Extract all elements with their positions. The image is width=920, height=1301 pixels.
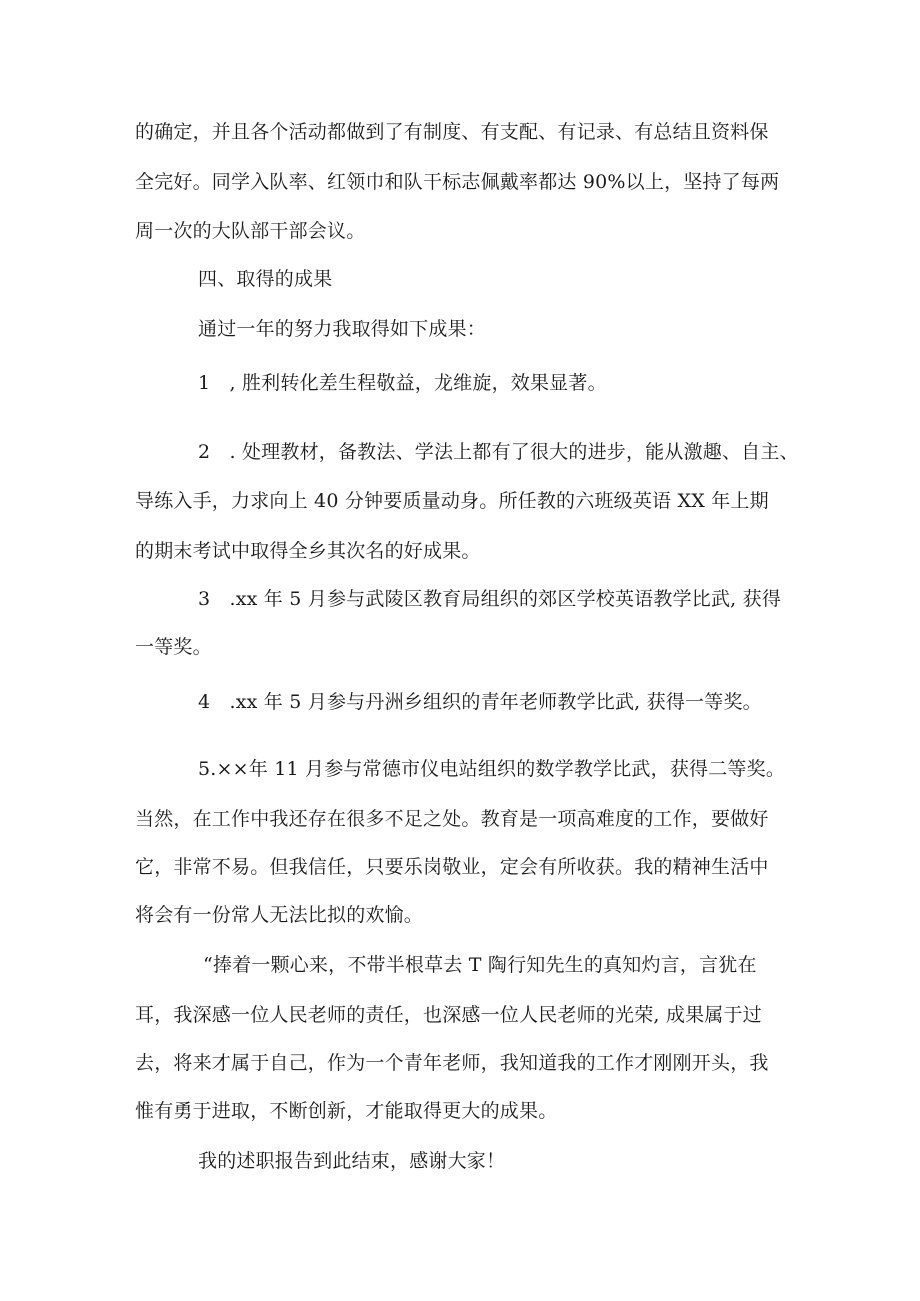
- closing-line: 我的述职报告到此结束，感谢大家！: [198, 1150, 506, 1172]
- text-line: 的确定，并且各个活动都做到了有制度、有支配、有记录、有总结且资料保: [135, 121, 769, 143]
- list-item: 3 .xx 年 5 月参与武陵区教育局组织的郊区学校英语教学比武, 获得: [198, 588, 782, 610]
- text-line: 当然，在工作中我还存在很多不足之处。教育是一项高难度的工作，要做好: [135, 808, 769, 830]
- text-line: 全完好。同学入队率、红领巾和队干标志佩戴率都达 90%以上，坚持了每两: [135, 171, 780, 193]
- text-line: 一等奖。: [135, 636, 212, 658]
- list-item: 1 , 胜利转化差生程敬益，龙维旋，效果显著。: [198, 372, 607, 394]
- text-line: 它，非常不易。但我信任，只要乐岗敬业，定会有所收获。我的精神生活中: [135, 856, 769, 878]
- text-line: 去，将来才属于自己，作为一个青年老师，我知道我的工作才刚刚开头，我: [135, 1052, 769, 1074]
- text-line: 周一次的大队部干部会议。: [135, 220, 366, 242]
- text-line: 将会有一份常人无法比拟的欢愉。: [135, 904, 424, 926]
- list-item: 4 .xx 年 5 月参与丹洲乡组织的青年老师教学比武, 获得一等奖。: [198, 691, 762, 713]
- quote-line: “捧着一颗心来，不带半根草去 T 陶行知先生的真知灼言，言犹在: [203, 954, 757, 976]
- list-item: 2 . 处理教材，备教法、学法上都有了很大的进步，能从激趣、自主、: [198, 441, 799, 463]
- text-line: 导练入手，力求向上 40 分钟要质量动身。所任教的六班级英语 XX 年上期: [135, 490, 769, 512]
- text-line: 惟有勇于进取，不断创新，才能取得更大的成果。: [135, 1100, 558, 1122]
- text-line: 通过一年的努力我取得如下成果：: [198, 318, 487, 340]
- text-line: 的期末考试中取得全乡其次名的好成果。: [135, 540, 481, 562]
- section-heading: 四、取得的成果: [198, 268, 333, 290]
- text-line: 耳，我深感一位人民老师的责任，也深感一位人民老师的光荣, 成果属于过: [135, 1004, 762, 1026]
- list-item: 5.××年 11 月参与常德市仪电站组织的数学教学比武，获得二等奖。: [198, 758, 786, 780]
